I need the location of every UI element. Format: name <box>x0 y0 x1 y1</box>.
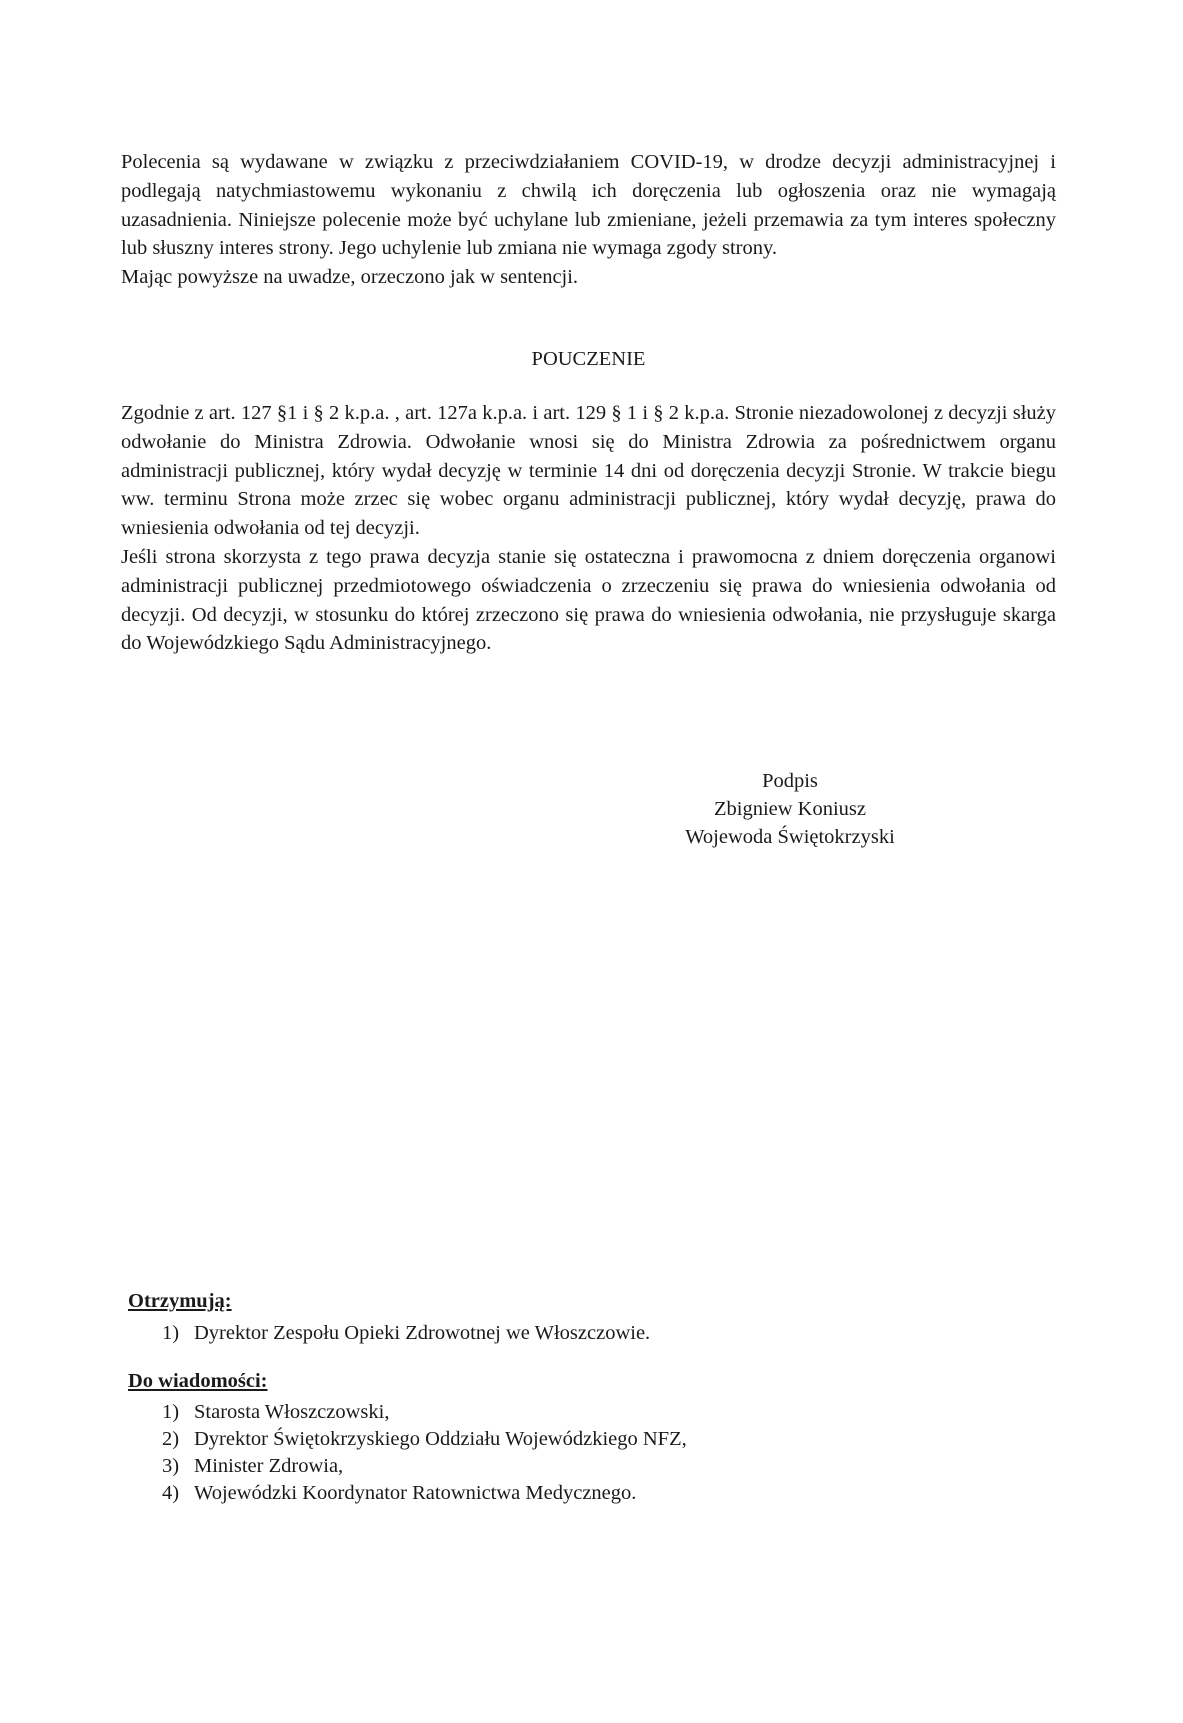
decision-body <box>121 148 1056 292</box>
cc-section <box>128 1367 928 1507</box>
cc-list <box>128 1399 928 1507</box>
signature-block <box>640 767 940 851</box>
pouczenie-paragraph: Zgodnie z art. 127 §1 i § 2 k.p.a. , art. 127a k.p.a. i art. 129 § 1 i § 2 k.p.a. Stronie niezadowolonej z decyzji służy odwołanie do Ministra Zdrowia. Odwołanie wnosi się do Ministra Zdrowia za pośrednictwem organu administracji publicznej, który wydał decyzję w terminie 14 dni od doręczenia decyzji Stronie. W trakcie biegu ww. terminu Strona może zrzec się wobec organu administracji publicznej, który wydał decyzję, prawa do wniesienia odwołania od tej decyzji. <box>121 402 1056 540</box>
body-paragraph: Mając powyższe na uwadze, orzeczono jak w sentencji. <box>121 266 579 289</box>
list-item <box>162 1399 928 1426</box>
recipients-list <box>128 1319 928 1347</box>
list-text: Dyrektor Zespołu Opieki Zdrowotnej we Włoszczowie. <box>194 1322 651 1344</box>
pouczenie-heading: POUCZENIE <box>531 348 646 370</box>
signature-label: Podpis <box>762 770 818 792</box>
list-text: Minister Zdrowia, <box>194 1455 344 1477</box>
pouczenie-body <box>121 399 1056 658</box>
list-text: Dyrektor Świętokrzyskiego Oddziału Wojewódzkiego NFZ, <box>194 1428 687 1450</box>
recipients-title: Otrzymują: <box>128 1290 232 1312</box>
list-number: 2) <box>162 1428 180 1450</box>
cc-title: Do wiadomości: <box>128 1370 268 1392</box>
list-item <box>162 1319 928 1347</box>
signatory-name: Zbigniew Koniusz <box>713 798 867 820</box>
list-number: 1) <box>162 1322 180 1344</box>
list-number: 4) <box>162 1482 180 1504</box>
list-item <box>162 1480 928 1507</box>
body-paragraph: Polecenia są wydawane w związku z przeciwdziałaniem COVID-19, w drodze decyzji administracyjnej i podlegają natychmiastowemu wykonaniu z chwilą ich doręczenia lub ogłoszenia oraz nie wymagają uzasadnienia. Niniejsze polecenie może być uchylane lub zmieniane, jeżeli przemawia za tym interes społeczny lub słuszny interes strony. Jego uchylenie lub zmiana nie wymaga zgody strony. <box>121 151 1056 260</box>
list-text: Starosta Włoszczowski, <box>194 1401 390 1423</box>
list-item <box>162 1426 928 1453</box>
list-number: 3) <box>162 1455 180 1477</box>
signatory-role: Wojewoda Świętokrzyski <box>685 826 895 848</box>
distribution-section <box>128 1287 928 1507</box>
list-number: 1) <box>162 1401 180 1423</box>
list-item <box>162 1453 928 1480</box>
pouczenie-paragraph: Jeśli strona skorzysta z tego prawa decyzja stanie się ostateczna i prawomocna z dniem doręczenia organowi administracji publicznej przedmiotowego oświadczenia o zrzeczeniu się prawa do wniesienia odwołania od decyzji. Od decyzji, w stosunku do której zrzeczono się prawa do wniesienia odwołania, nie przysługuje skarga do Wojewódzkiego Sądu Administracyjnego. <box>121 545 1056 655</box>
list-text: Wojewódzki Koordynator Ratownictwa Medycznego. <box>194 1482 637 1504</box>
